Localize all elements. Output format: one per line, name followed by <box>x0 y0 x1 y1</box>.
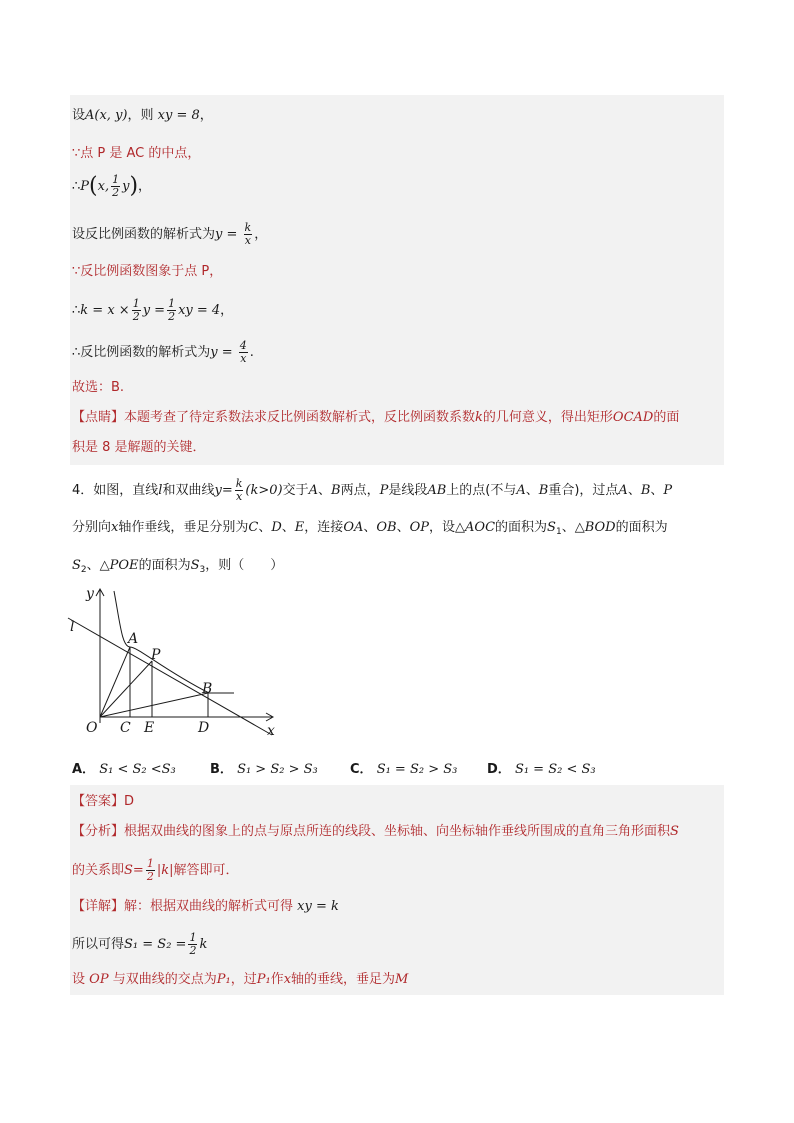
analysis-line-2: 的关系即S= $\frac{1}{2}$ |k|解答即可． <box>72 857 239 883</box>
label-A: A <box>128 631 139 647</box>
label-y: y <box>86 586 94 602</box>
solution-line-10: 积是 8 是解题的关键． <box>72 440 206 455</box>
question-line-3: $S_2$、△POE的面积为$S_3$，则（ ） <box>72 558 284 575</box>
option-d[interactable]: D． S₁ = S₂ < S₃ <box>487 762 596 777</box>
label-O: O <box>86 720 98 736</box>
solution-line-8: 故选：B. <box>72 380 125 395</box>
segment-OB <box>100 693 208 717</box>
segment-OA <box>100 647 130 717</box>
option-b[interactable]: B． S₁ > S₂ > S₃ <box>210 762 318 777</box>
label-l: l <box>70 619 75 635</box>
analysis-line-1: 【分析】根据双曲线的图象上的点与原点所连的线段、坐标轴、向坐标轴作垂线所围成的直角三角形面积S <box>72 824 679 839</box>
label-C: C <box>120 720 131 736</box>
option-c[interactable]: C． S₁ = S₂ > S₃ <box>350 762 458 777</box>
label-D: D <box>198 720 210 736</box>
label-x: x <box>267 723 275 739</box>
solution-line-1: 设A(x, y)，则 xy = 8， <box>72 108 213 123</box>
solution-line-4: 设反比例函数的解析式为y = $\frac{k}{x}$ ， <box>72 221 268 247</box>
question-line-1: 4．如图，直线l和双曲线y= $\frac{k}{x}$ (k>0)交于A、B两点，P是线段AB上的点(不与A、B重合)，过点A、B、P <box>72 477 673 503</box>
answer-panel <box>70 785 724 995</box>
detail-line-3: 设 OP 与双曲线的交点为P₁，过P₁作x轴的垂线，垂足为M <box>72 972 409 987</box>
label-P: P <box>151 647 161 663</box>
solution-line-2: ∵点 P 是 AC 的中点， <box>72 146 201 161</box>
solution-line-6: ∴k = x × $\frac{1}{2}$ y = $\frac{1}{2}$ xy = 4， <box>72 297 234 323</box>
option-a[interactable]: A． S₁ < S₂ <S₃ <box>72 762 176 777</box>
question-line-2: 分别向x轴作垂线，垂足分别为C、D、E，连接OA、OB、OP，设△AOC的面积为$S_1$、△BOD的面积为 <box>72 520 668 537</box>
solution-line-3: ∴P(x, $\frac{1}{2}$ y)， <box>72 173 152 199</box>
answer-line: 【答案】D <box>72 794 135 809</box>
detail-line-2: 所以可得S₁ = S₂ = $\frac{1}{2}$ k <box>72 931 208 957</box>
detail-line-1: 【详解】解：根据双曲线的解析式可得 xy = k <box>72 899 339 914</box>
hyperbola-figure <box>64 585 294 745</box>
solution-line-9: 【点睛】本题考查了待定系数法求反比例函数解析式，反比例函数系数k的几何意义，得出矩形OCAD的面 <box>72 410 680 425</box>
solution-line-7: ∴反比例函数的解析式为y = $\frac{4}{x}$ . <box>72 339 254 365</box>
solution-line-5: ∵反比例函数图象于点 P， <box>72 264 223 279</box>
segment-OP <box>100 661 152 717</box>
label-B: B <box>202 681 213 697</box>
label-E: E <box>144 720 155 736</box>
